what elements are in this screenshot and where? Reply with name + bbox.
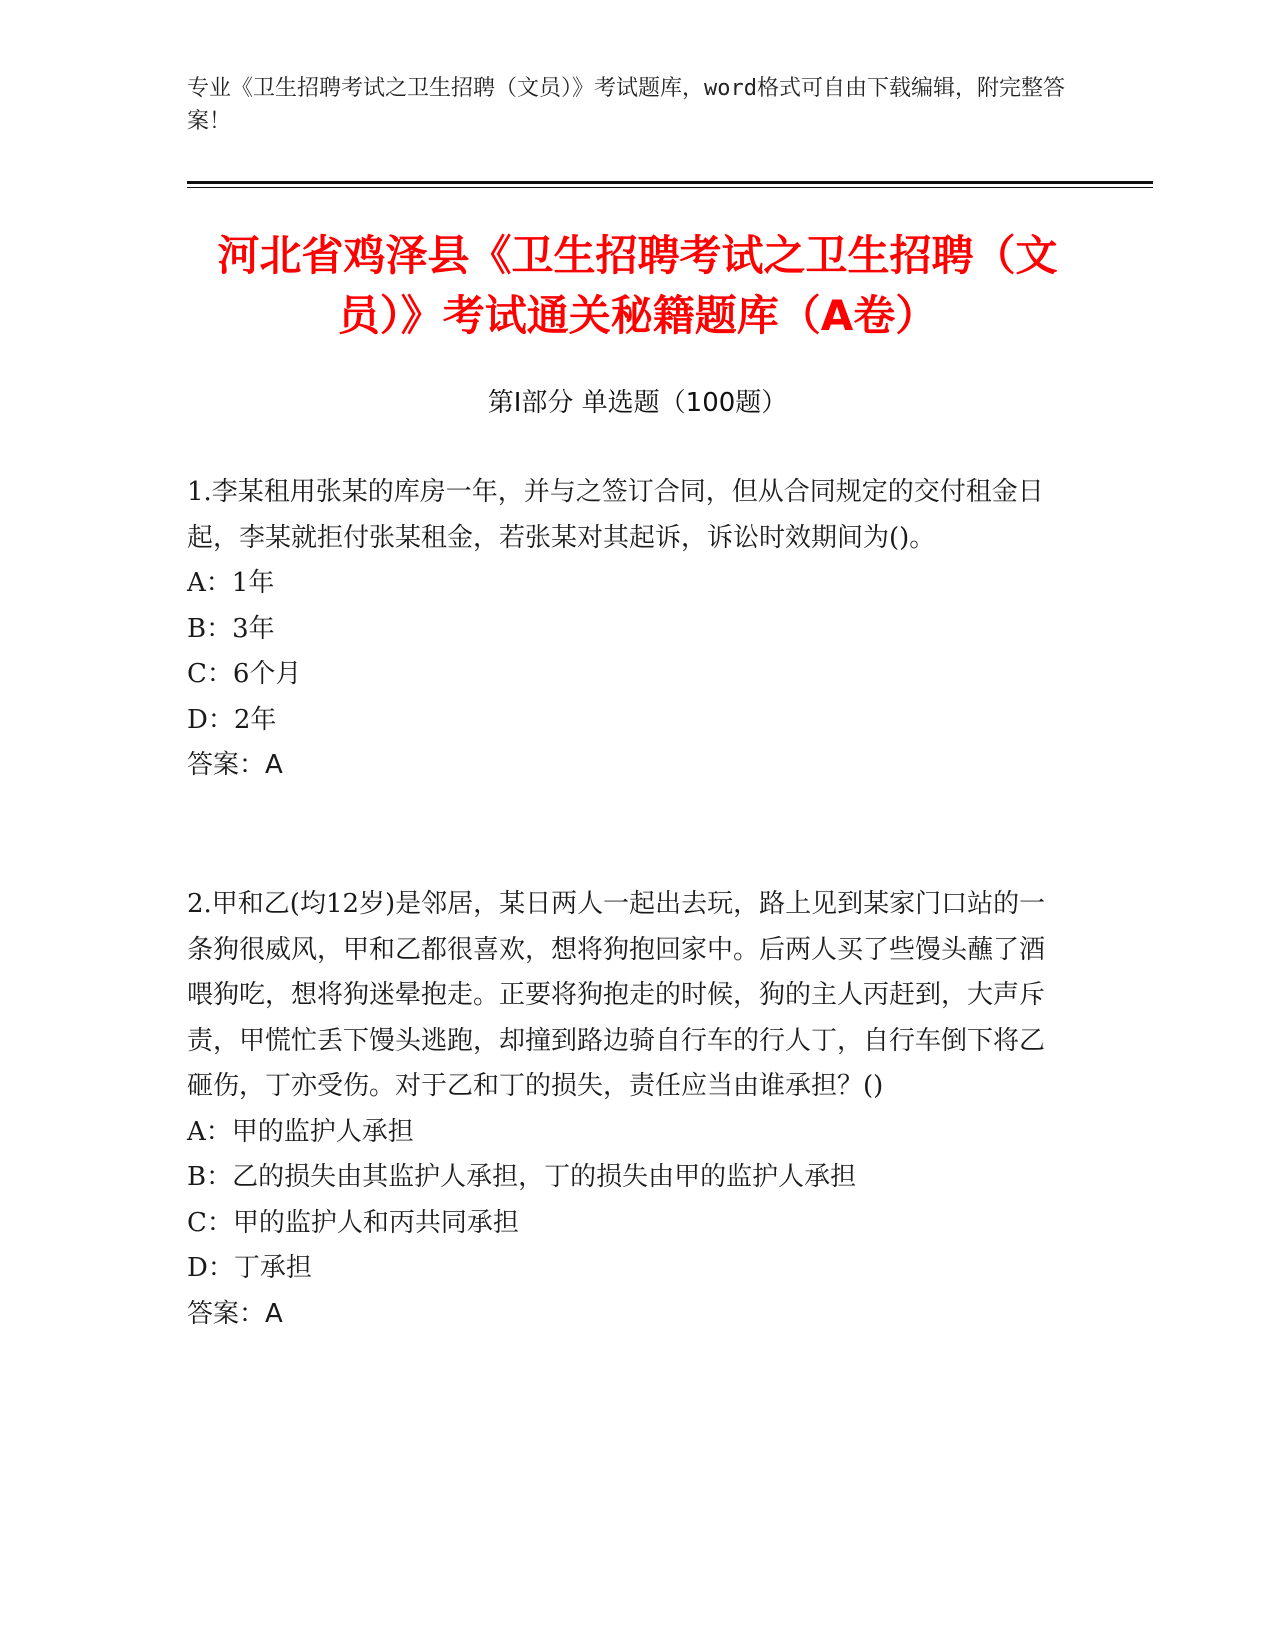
answer: 答案：A <box>187 750 283 780</box>
option-a: A：甲的监护人承担 <box>187 1116 414 1147</box>
question-1 <box>187 470 1067 789</box>
option-b: B：乙的损失由其监护人承担，丁的损失由甲的监护人承担 <box>187 1162 857 1192</box>
option-c: C：6个月 <box>187 659 302 689</box>
option-c: C：甲的监护人和丙共同承担 <box>187 1207 519 1238</box>
option-a: A：1年 <box>187 568 275 598</box>
header-note: 专业《卫生招聘考试之卫生招聘（文员）》考试题库，word格式可自由下载编辑，附完整答案！ <box>187 76 1065 134</box>
option-d: D：2年 <box>187 704 277 735</box>
header-rule-thin <box>187 187 1153 188</box>
option-b: B：3年 <box>187 613 275 644</box>
answer: 答案：A <box>187 1298 283 1329</box>
question-stem: 1.李某租用张某的库房一年，并与之签订合同，但从合同规定的交付租金日起，李某就拒付张某租金，若张某对其起诉，诉讼时效期间为()。 <box>187 477 1044 553</box>
question-stem: 2.甲和乙(均12岁)是邻居，某日两人一起出去玩，路上见到某家门口站的一条狗很威风，甲和乙都很喜欢，想将狗抱回家中。后两人买了些馒头蘸了酒喂狗吃，想将狗迷晕抱走。正要将狗抱走的时候，狗的主人丙赶到，大声斥责，甲慌忙丢下馒头逃跑，却撞到路边骑自行车的行人丁，自行车倒下将乙砸伤，丁亦受伤。对于乙和丁的损失，责任应当由谁承担？() <box>187 889 1046 1101</box>
document-title: 河北省鸡泽县《卫生招聘考试之卫生招聘（文员）》考试通关秘籍题库（A卷） <box>217 231 1058 340</box>
header-rule-thick <box>187 181 1153 184</box>
section-title: 第I部分 单选题（100题） <box>487 388 788 418</box>
option-d: D：丁承担 <box>187 1253 312 1283</box>
question-2 <box>187 882 1067 1337</box>
